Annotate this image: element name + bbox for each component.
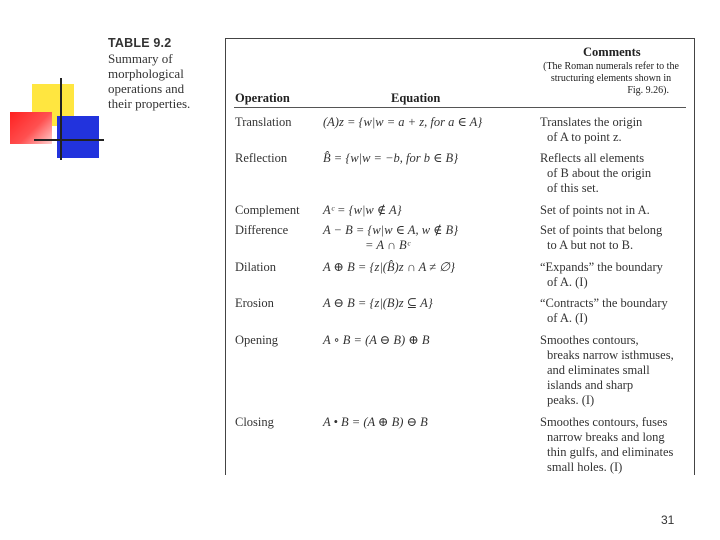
- comment-line: Set of points that belong: [540, 223, 663, 237]
- row-complement-operation: Complement: [235, 203, 300, 217]
- comment-line: small holes. (I): [547, 460, 623, 474]
- caption-line: their properties.: [108, 96, 191, 111]
- row-closing-operation: Closing: [235, 415, 274, 429]
- equation-header: Equation: [391, 91, 441, 105]
- deco-blue-square: [57, 116, 99, 158]
- comment-line: of A to point z.: [547, 130, 622, 144]
- row-translation-operation: Translation: [235, 115, 292, 129]
- row-opening-operation: Opening: [235, 333, 279, 347]
- comment-line: Reflects all elements: [540, 151, 645, 165]
- comment-line: and eliminates small: [547, 363, 650, 377]
- row-reflection-comments: [540, 151, 688, 196]
- comment-line: of this set.: [547, 181, 599, 195]
- row-difference-operation: Difference: [235, 223, 289, 237]
- comment-line: thin gulfs, and eliminates: [547, 445, 674, 459]
- row-translation-equation: (A)z = {w|w = a + z, for a ∈ A}: [323, 115, 483, 129]
- comment-line: “Expands” the boundary: [540, 260, 663, 274]
- row-difference-equation: [323, 223, 458, 253]
- caption-line: operations and: [108, 81, 185, 96]
- comment-line: of A. (I): [547, 275, 588, 289]
- comments-note-line: (The Roman numerals refer to the: [543, 61, 679, 72]
- row-complement-equation: Aᶜ = {w|w ∉ A}: [323, 203, 402, 217]
- deco-horizontal-line: [34, 139, 104, 141]
- row-erosion-equation: A ⊖ B = {z|(B)z ⊆ A}: [323, 296, 433, 310]
- comment-line: breaks narrow isthmuses,: [547, 348, 674, 362]
- row-closing-equation: A • B = (A ⊕ B) ⊖ B: [323, 415, 428, 429]
- table-caption: [108, 36, 223, 111]
- caption-line: Summary of: [108, 51, 173, 66]
- comment-line: Smoothes contours,: [540, 333, 639, 347]
- row-translation-comments: [540, 115, 688, 145]
- operation-header: Operation: [235, 91, 290, 105]
- comment-line: Smoothes contours, fuses: [540, 415, 668, 429]
- comment-line: Translates the origin: [540, 115, 643, 129]
- row-dilation-comments: [540, 260, 688, 290]
- comment-line: Set of points not in A.: [540, 203, 650, 217]
- row-dilation-operation: Dilation: [235, 260, 276, 274]
- row-closing-comments: [540, 415, 688, 475]
- comments-note-line: Fig. 9.26).: [627, 85, 669, 96]
- morphology-table: [225, 38, 695, 475]
- row-dilation-equation: A ⊕ B = {z|(B̂)z ∩ A ≠ ∅}: [323, 260, 456, 274]
- comments-note: [531, 61, 691, 97]
- comment-line: of B about the origin: [547, 166, 652, 180]
- comment-line: “Contracts” the boundary: [540, 296, 668, 310]
- row-reflection-operation: Reflection: [235, 151, 288, 165]
- row-difference-comments: [540, 223, 688, 253]
- row-opening-comments: [540, 333, 688, 408]
- header-rule: [234, 107, 686, 108]
- equation-line: A − B = {w|w ∈ A, w ∉ B}: [323, 223, 459, 237]
- equation-line: = A ∩ Bᶜ: [365, 238, 410, 252]
- comment-line: islands and sharp: [547, 378, 634, 392]
- caption-line: morphological: [108, 66, 184, 81]
- row-complement-comments: [540, 203, 688, 218]
- comments-note-line: structuring elements shown in: [550, 73, 672, 84]
- caption-title: TABLE 9.2: [108, 36, 172, 50]
- row-reflection-equation: B̂ = {w|w = −b, for b ∈ B}: [323, 151, 459, 165]
- row-opening-equation: A ∘ B = (A ⊖ B) ⊕ B: [323, 333, 430, 347]
- comment-line: peaks. (I): [547, 393, 595, 407]
- row-erosion-comments: [540, 296, 688, 326]
- comment-line: to A but not to B.: [547, 238, 634, 252]
- comments-header: Comments: [583, 45, 641, 59]
- page-number: 31: [661, 513, 675, 527]
- comment-line: narrow breaks and long: [547, 430, 665, 444]
- comment-line: of A. (I): [547, 311, 588, 325]
- deco-vertical-line: [60, 78, 62, 160]
- row-erosion-operation: Erosion: [235, 296, 274, 310]
